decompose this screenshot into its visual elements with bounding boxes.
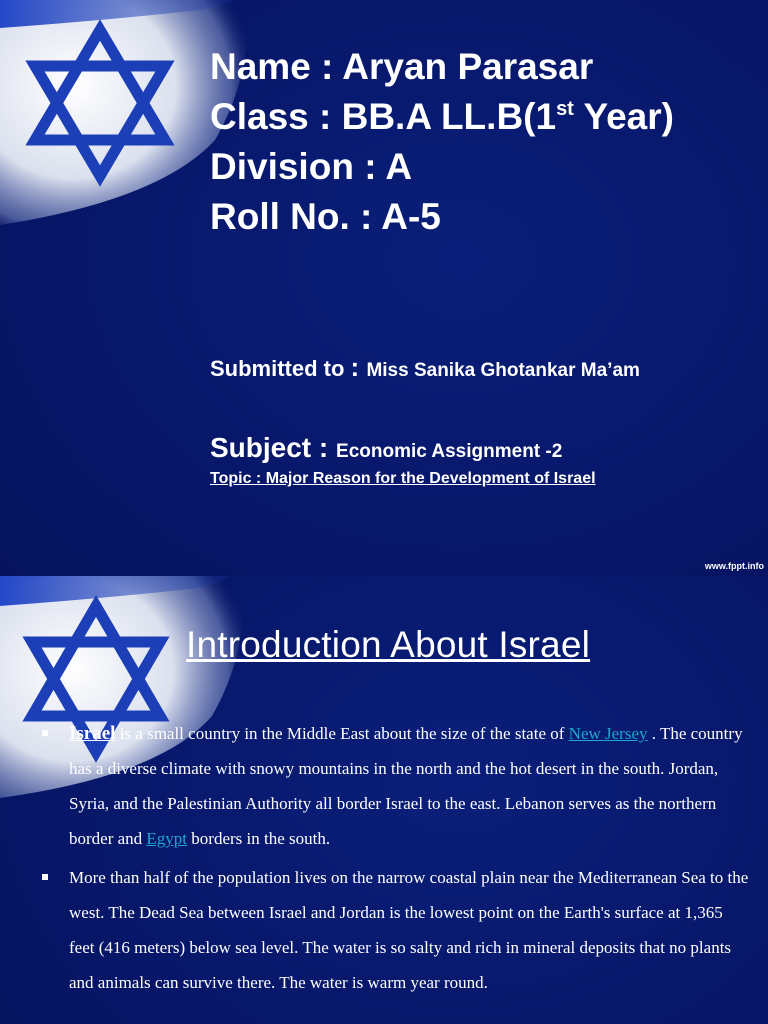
topic: Topic : Major Reason for the Development of Israel [210, 470, 596, 487]
submitted-to: Submitted to : Miss Sanika Ghotankar Ma’am [210, 352, 640, 382]
introduction-slide [0, 576, 768, 1024]
student-name: Name : Aryan Parasar [210, 46, 594, 87]
site-watermark: www.fppt.info [704, 561, 764, 571]
bullet-icon [42, 730, 48, 736]
slide-heading: Introduction About Israel [186, 624, 591, 665]
bullet-text: More than half of the population lives on the narrow coastal plain near the Mediterranean Sea to the west. The Dead Sea between Israel and Jordan is the lowest point on the Earth's surface at 1,365 feet (416 meters) below sea level. The water is so salty and rich in mineral deposits that no plants and animals can survive there. The water is warm year round. [69, 868, 749, 992]
student-class: Class : BB.A LL.B(1st Year) [210, 96, 674, 137]
student-division: Division : A [210, 146, 413, 187]
bullet-text: borders in the south. [187, 829, 331, 848]
new-jersey-link[interactable]: New Jersey [568, 724, 648, 743]
bullet-text: is a small country in the Middle East about the size of the state of [115, 724, 569, 743]
list-item [40, 716, 750, 856]
israel-keyword: Israel [69, 723, 116, 744]
list-item [40, 860, 750, 1000]
bullet-list [40, 716, 750, 1004]
bullet-icon [42, 874, 48, 880]
student-roll-number: Roll No. : A-5 [210, 196, 441, 237]
egypt-link[interactable]: Egypt [146, 829, 188, 848]
bullet-text: . The country has a diverse climate with snowy mountains in the north and the hot desert in the south. Jordan, Syria, and the Palestinian Authority all border Israel to the east. Lebanon serves as the northern border and [69, 724, 743, 848]
subject: Subject : Economic Assignment -2 [210, 432, 563, 463]
